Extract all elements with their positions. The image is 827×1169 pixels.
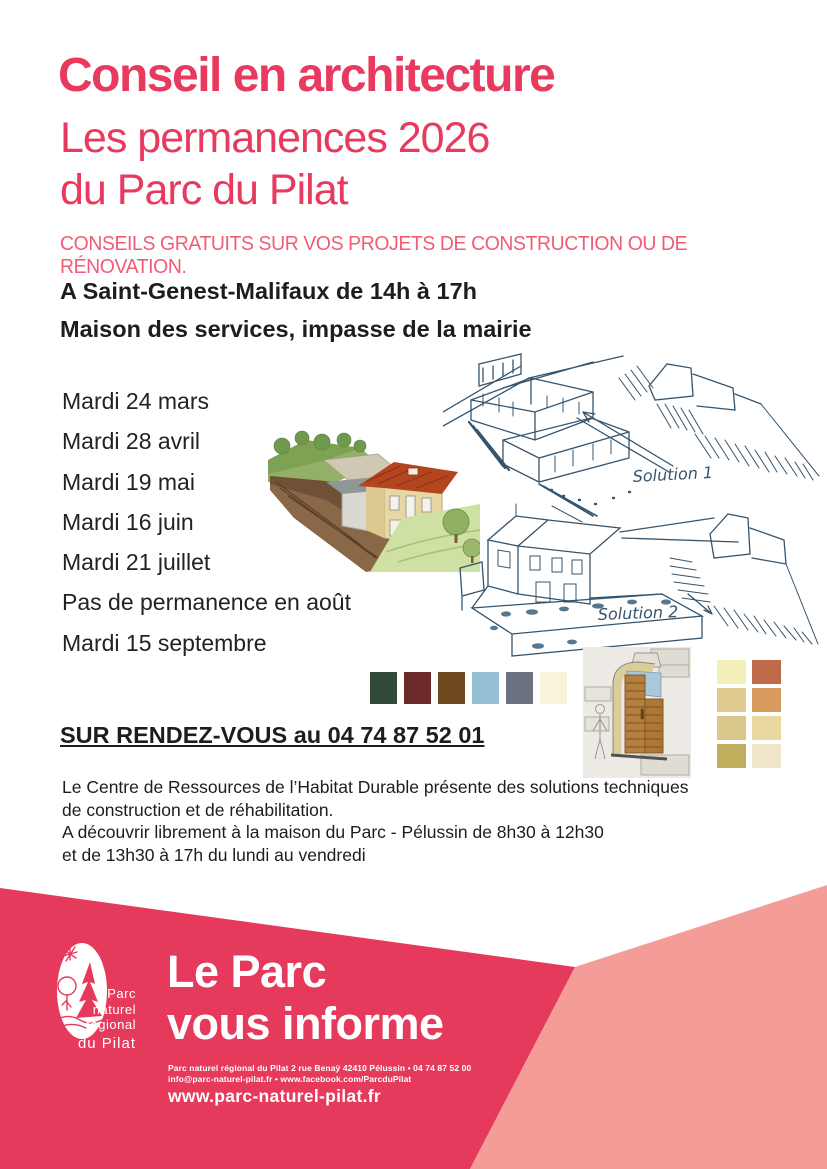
info-line: Le Centre de Ressources de l’Habitat Durable présente des solutions techniques [62, 777, 689, 797]
house2-windows [498, 550, 582, 602]
hatching-right-2 [670, 558, 812, 644]
footer-address [168, 1063, 471, 1084]
material-swatch [370, 672, 397, 704]
material-swatch-strip [370, 672, 567, 704]
logo-text-line: naturel [92, 1001, 136, 1017]
footer-headline [167, 946, 444, 1050]
palette-swatch [752, 688, 781, 712]
location-line-1: A Saint-Genest-Malifaux de 14h à 17h [60, 278, 478, 304]
location-block [60, 272, 532, 348]
tagline: CONSEILS GRATUITS SUR VOS PROJETS DE CONSTRUCTION OU DE RÉNOVATION. [60, 233, 688, 278]
palette-swatch [717, 744, 746, 768]
info-line: et de 13h30 à 17h du lundi au vendredi [62, 844, 366, 865]
page-subtitle [60, 112, 489, 216]
address-line-2: info@parc-naturel-pilat.fr • www.facebook.com/ParcduPilat [168, 1073, 412, 1084]
date-item: Mardi 19 mai [62, 468, 195, 495]
palette-swatch [752, 716, 781, 740]
palette-swatch [752, 744, 781, 768]
palette-swatch [717, 660, 746, 684]
arched-door-sketch [583, 647, 691, 778]
parc-logo-text [58, 986, 136, 1051]
date-item: Mardi 15 septembre [62, 629, 267, 656]
date-item: Mardi 21 juillet [62, 549, 211, 576]
sketch-solution-2 [452, 498, 827, 663]
headline-line-2: vous informe [167, 998, 444, 1049]
solution-1-label: Solution 1 [632, 462, 714, 486]
palette-swatch [717, 716, 746, 740]
palette-swatch [717, 688, 746, 712]
material-swatch [506, 672, 533, 704]
material-swatch [472, 672, 499, 704]
date-item: Mardi 16 juin [62, 508, 194, 535]
subtitle-line-1: Les permanences 2026 [60, 114, 490, 162]
solution-2-label: Solution 2 [597, 602, 679, 624]
hatching-right-1 [619, 366, 813, 480]
material-swatch [404, 672, 431, 704]
date-item: Pas de permanence en août [62, 589, 351, 616]
appointment-line: SUR RENDEZ-VOUS au 04 74 87 52 01 [60, 722, 485, 748]
material-swatch [540, 672, 567, 704]
logo-text-line: régional [85, 1017, 136, 1032]
page-title: Conseil en architecture [58, 49, 555, 102]
info-line: A découvrir librement à la maison du Parc - Pélussin de 8h30 à 12h30 [62, 822, 604, 843]
facade-colour-palette [717, 660, 781, 768]
date-item: Mardi 28 avril [62, 428, 201, 455]
address-line-1: Parc naturel régional du Pilat 2 rue Benaÿ 42410 Pélussin • 04 74 87 52 00 [168, 1063, 472, 1073]
date-item: Mardi 24 mars [62, 388, 209, 414]
logo-text-line-big: du Pilat [77, 1034, 136, 1052]
palette-swatch [752, 660, 781, 684]
logo-text-line: Parc [107, 986, 136, 1001]
info-line: de construction et de réhabilitation. [62, 799, 334, 820]
sketch-solution-1 [443, 348, 827, 520]
subtitle-line-2: du Parc du Pilat [60, 166, 348, 214]
location-line-2: Maison des services, impasse de la mairie [60, 316, 532, 342]
headline-line-1: Le Parc [167, 946, 327, 997]
footer-website: www.parc-naturel-pilat.fr [168, 1086, 381, 1106]
info-paragraph [62, 776, 688, 866]
material-swatch [438, 672, 465, 704]
